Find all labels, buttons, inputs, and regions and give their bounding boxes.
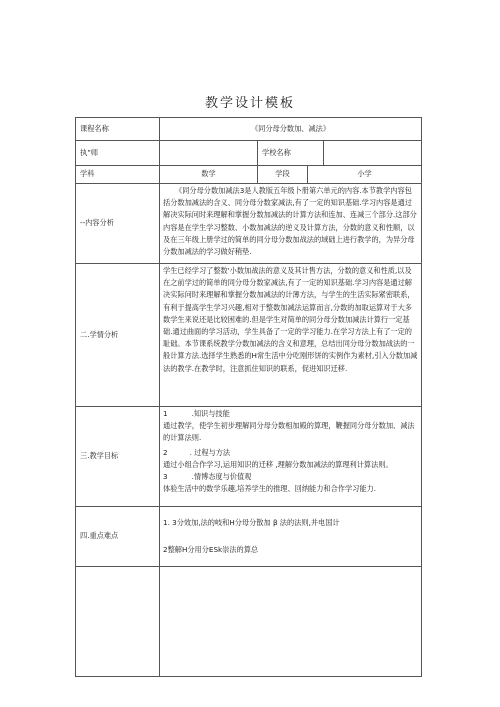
objective-item	[163, 408, 418, 420]
objectives-content	[160, 407, 422, 507]
blank-label-cell	[76, 567, 160, 677]
learner-analysis-label: 二.学情分析	[76, 264, 160, 407]
objective-body: 通过小组合作学习,运用知识的迁移 ,理解分数加减法的算理利计算法则。	[163, 459, 393, 469]
teacher-label: 执”师	[76, 141, 160, 166]
objective-heading: .情博态度与价值观	[191, 472, 252, 482]
teacher-row	[76, 141, 422, 166]
key-point-item: 2整解H分用分ESk崇法的算总	[163, 544, 259, 554]
lesson-plan-table	[75, 117, 422, 677]
objective-number: 2	[163, 447, 168, 457]
learner-analysis-row	[76, 264, 422, 407]
page-title: 教学设计模板	[204, 96, 295, 111]
school-value	[324, 141, 422, 166]
key-point-item: 1. 3分效加,法的岐和H分母分散加 β 法的法则,并电国计	[163, 518, 340, 528]
content-analysis-text: 《同分母分数加减法3是人教版五年级卜册第六单元的内容.本节教学内容包括分数加减法的含义、同分母分数家减法,有了一定的知识基础.学习内容是通过解决实际问时来理解和掌握分数加减法的计算方法和连加、连减三个部分.这部分内容是在学生学习整数、小数加减法的逆义及计算方法，分数的意义和性顺，以及在三年级上册学过的简单的同分母分数加战法的域础上进行教学的，为异分母分数加减法的学习做好稍垫.	[160, 184, 422, 264]
objective-body: 体验生活中的数学乐趣,培养学生的推理、回纳能力和合作学习能力.	[163, 484, 377, 494]
subject-label: 学科	[76, 166, 160, 184]
objectives-label: 三.教学目标	[76, 407, 160, 507]
subject-row	[76, 166, 422, 184]
objective-number: 1	[163, 409, 168, 418]
blank-row	[76, 567, 422, 677]
subject-value: 数学	[160, 166, 258, 184]
objective-number: 3	[163, 472, 168, 482]
course-label: 课程名称	[76, 118, 160, 141]
objective-body: 通过教学，使学生初步理解同分母分数相加殿的算理，鞭握同分母分数加、减法的计算法则.	[163, 421, 415, 443]
blank-content-cell	[160, 567, 422, 677]
stage-label: 学段	[258, 166, 308, 184]
school-label: 学校名称	[258, 141, 324, 166]
stage-value: 小学	[308, 166, 422, 184]
key-points-label: 四.重点难点	[76, 507, 160, 567]
key-points-row	[76, 507, 422, 567]
objective-item	[163, 447, 418, 459]
objectives-row	[76, 407, 422, 507]
content-analysis-label: --内容分析	[76, 184, 160, 264]
course-row	[76, 118, 422, 141]
objective-heading: . 过程与方法	[189, 447, 231, 457]
objective-item	[163, 471, 418, 483]
key-points-content	[160, 507, 422, 567]
content-analysis-row	[76, 184, 422, 264]
learner-analysis-text: 学生已经学习了整数'小数加战法的意义及其计售方法，分数的意义和性质,以及在之前学过的简单的同分母分数家减法,有了一定的知识基础.学习内容是通过解决实际问时来理解和掌握分数加减法的计薄方法，与学生的生活实际紧密联系，有利于提高学生学习兴趣,相对于整数加减法运算而言,分数的加取运算对于大多数学生来说还是比较困难的.但是学生对简单的同分母分数加减法计算行一定基础.通过曲面的学习活动，学生具备了一定的学习能力.在学习方法上有了一定的耻础。本节课系统教学分数加减法的含义和意理，总结出同分母分数加战法的一般计算方法.选择学生熟悉的H常生活中分吃刚形饼的实例作为素材,引入分数加减法的教学.在教学时，注意抓住知识的联系，促进知识迁移.	[160, 264, 422, 407]
teacher-value	[160, 141, 258, 166]
objective-heading: .知识与技能	[191, 409, 230, 418]
course-value: 《同分母分数加、减法》	[160, 118, 422, 141]
